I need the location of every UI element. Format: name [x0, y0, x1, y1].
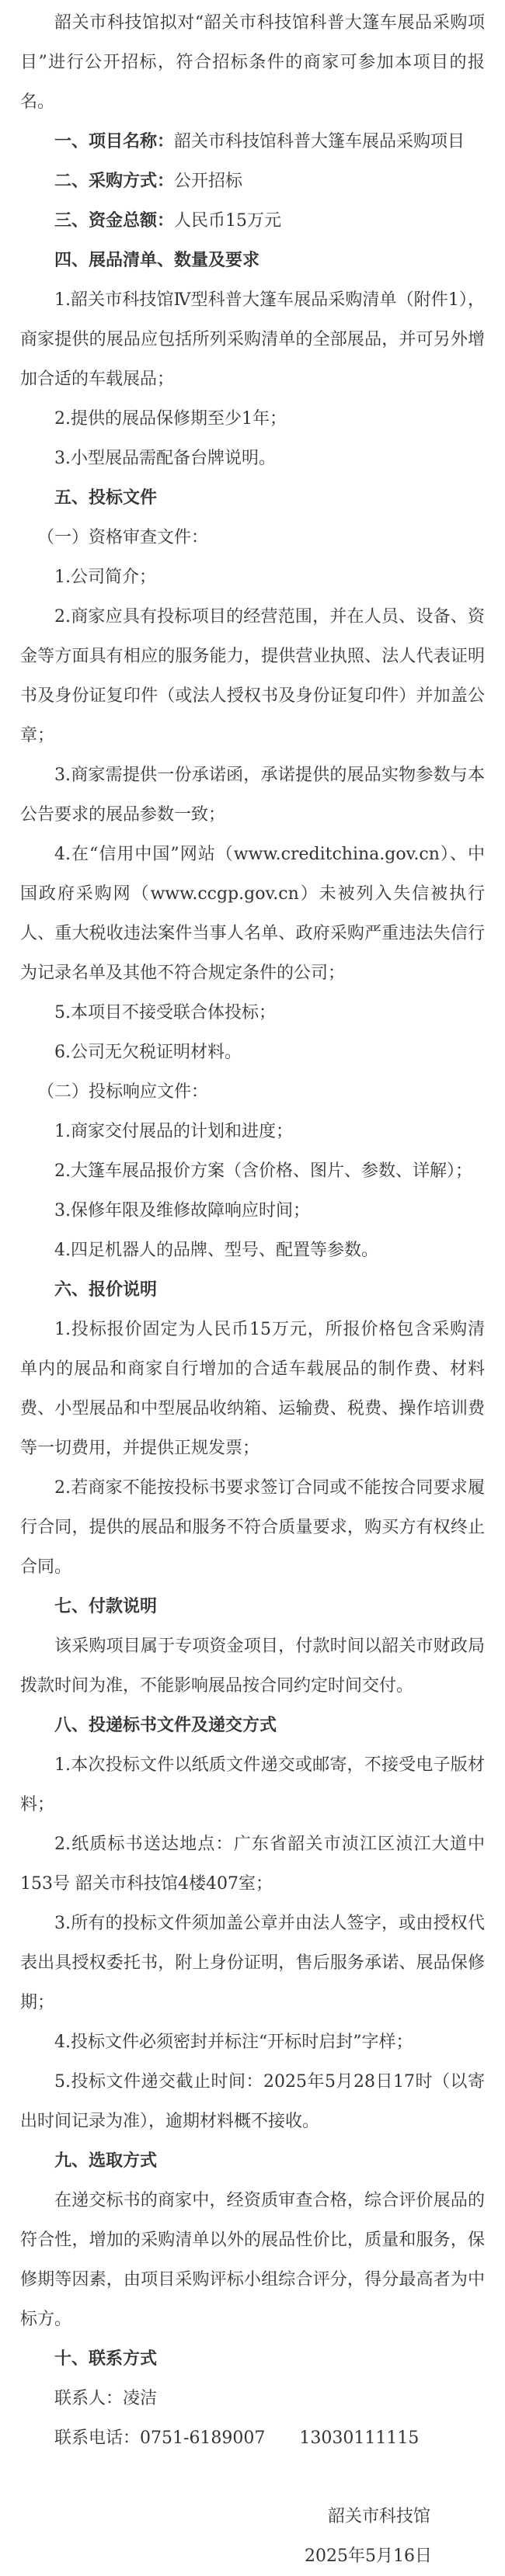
list-item: 1.韶关市科技馆Ⅳ型科普大篷车展品采购清单（附件1），商家提供的展品应包括所列采购清单的全部展品，并可另外增加合适的车载展品；	[20, 290, 485, 389]
section-total-funds	[20, 201, 485, 241]
intro-paragraph: 韶关市科技馆拟对“韶关市科技馆科普大篷车展品采购项目”进行公开招标，符合招标条件的商家可参加本项目的报名。	[20, 13, 485, 112]
list-item: 2.提供的展品保修期至少1年；	[54, 409, 287, 429]
list-item: 2.若商家不能按投标书要求签订合同或不能按合同要求履行合同，提供的展品和服务不符合质量要求，购买方有权终止合同。	[20, 1478, 485, 1577]
list-item: 1.本次投标文件以纸质文件递交或邮寄，不接受电子版材料；	[20, 1755, 485, 1814]
contact-label: 联系人：	[54, 2389, 124, 2408]
section-heading: 十、联系方式	[54, 2349, 158, 2369]
project-name-value: 韶关市科技馆科普大篷车展品采购项目	[174, 132, 465, 151]
list-item: 1.投标报价固定为人民币15万元，所报价格包含采购清单内的展品和商家自行增加的合适车载展品的制作费、材料费、小型展品和中型展品收纳箱、运输费、税费、操作培训费等一切费用，并提供正规发票；	[20, 1320, 485, 1458]
subsection-heading: （二）投标响应文件：	[37, 1082, 209, 1102]
spacer	[20, 2458, 485, 2497]
list-item: 5.本项目不接受联合体投标；	[54, 1003, 276, 1022]
section-heading: 二、采购方式：	[54, 172, 175, 191]
section-project-name	[20, 122, 485, 161]
contact-person	[20, 2379, 485, 2418]
contact-name: 凌洁	[123, 2389, 158, 2408]
section-procurement-method	[20, 161, 485, 201]
list-item: 4.四足机器人的品牌、型号、配置等参数。	[54, 1241, 378, 1260]
payment-paragraph: 该采购项目属于专项资金项目，付款时间以韶关市财政局拨款时间为准，不能影响展品按合同约定时间交付。	[20, 1637, 485, 1696]
section-heading: 八、投递标书文件及递交方式	[54, 1716, 277, 1735]
list-item: 2.大篷车展品报价方案（含价格、图片、参数、详解）；	[54, 1161, 472, 1181]
list-item: 1.商家交付展品的计划和进度；	[54, 1122, 293, 1141]
list-item: 2.纸质标书送达地点：广东省韶关市浈江区浈江大道中153号 韶关市科技馆4楼407室；	[20, 1835, 485, 1894]
list-item: 2.商家应具有投标项目的经营范围，并在人员、设备、资金等方面具有相应的服务能力，提供营业执照、法人代表证明书及身份证复印件（或法人授权书及身份证复印件）并加盖公章；	[20, 607, 485, 745]
section-heading: 九、选取方式	[54, 2151, 158, 2171]
section-heading: 三、资金总额：	[54, 211, 175, 231]
procurement-method-value: 公开招标	[174, 172, 243, 191]
subsection-heading: （一）资格审查文件：	[37, 528, 209, 547]
list-item: 4.投标文件必须密封并标注“开标时启封”字样；	[54, 2033, 413, 2052]
list-item: 3.保修年限及维修故障响应时间；	[54, 1201, 310, 1220]
list-item: 1.公司简介；	[54, 568, 156, 587]
signature-org: 韶关市科技馆	[327, 2507, 430, 2526]
list-item: 6.公司无欠税证明材料。	[54, 1043, 242, 1062]
section-heading: 四、展品清单、数量及要求	[54, 251, 260, 270]
selection-paragraph: 在递交标书的商家中，经资质审查合格，综合评价展品的符合性，增加的采购清单以外的展品性价比，质量和服务，保修期等因素，由项目采购评标小组综合评分，得分最高者为中标方。	[20, 2191, 485, 2329]
total-funds-value: 人民币15万元	[174, 211, 282, 231]
contact-phone	[20, 2418, 485, 2458]
list-item: 3.商家需提供一份承诺函，承诺提供的展品实物参数与本公告要求的展品参数一致；	[20, 766, 485, 825]
phone-label: 联系电话：	[54, 2428, 141, 2448]
list-item: 3.所有的投标文件须加盖公章并由法人签字，或由授权代表出具授权委托书，附上身份证明，售后服务承诺、展品保修期；	[20, 1914, 485, 2012]
list-item: 5.投标文件递交截止时间：2025年5月28日17时（以寄出时间记录为准），逾期材料概不接收。	[20, 2072, 485, 2131]
section-heading: 七、付款说明	[54, 1597, 158, 1616]
phone-value: 0751-6189007 13030111115	[140, 2428, 420, 2448]
section-heading: 五、投标文件	[54, 488, 158, 508]
section-heading: 一、项目名称：	[54, 132, 175, 151]
list-item: 4.在“信用中国”网站（www.creditchina.gov.cn）、中国政府采购网（www.ccgp.gov.cn）未被列入失信被执行人、重大税收违法案件当事人名单、政府采购严重违法失信行为记录名单及其他不符合规定条件的公司；	[20, 845, 485, 983]
signature-date: 2025年5月16日	[305, 2546, 432, 2566]
section-heading: 六、报价说明	[54, 1280, 158, 1300]
list-item: 3.小型展品需配备台牌说明。	[54, 449, 276, 468]
